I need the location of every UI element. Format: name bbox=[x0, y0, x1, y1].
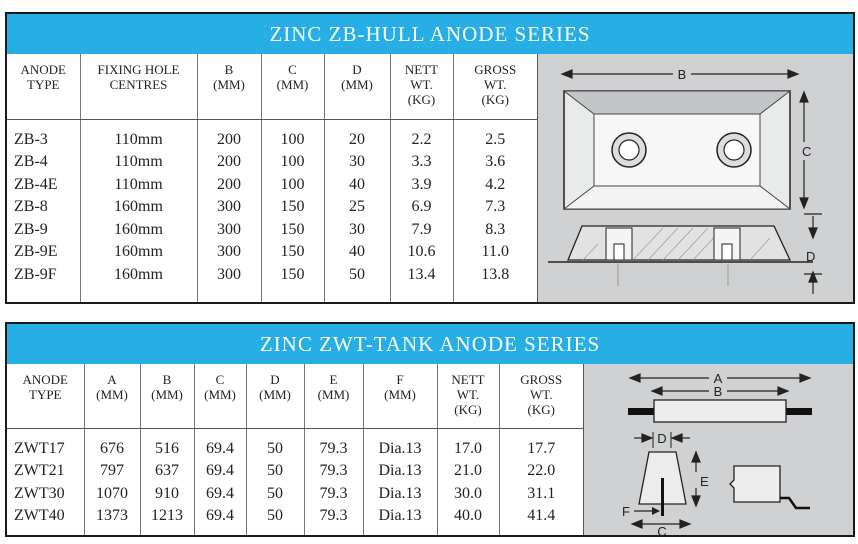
header-c: C (MM) bbox=[194, 364, 246, 428]
table-data-row bbox=[7, 428, 583, 535]
header-f: F (MM) bbox=[363, 364, 437, 428]
col-anode-type: ZWT17 ZWT21 ZWT30 ZWT40 bbox=[14, 439, 65, 524]
col-c: 69.4 69.4 69.4 69.4 bbox=[194, 428, 246, 535]
header-nett-wt: NETT WT. (KG) bbox=[437, 364, 499, 428]
col-gross-wt: 2.5 3.6 4.2 7.3 8.3 11.0 13.8 bbox=[453, 119, 537, 302]
header-d: D (MM) bbox=[324, 54, 390, 119]
tank-anode-section-view bbox=[639, 452, 686, 516]
tank-anode-strap-detail bbox=[730, 466, 810, 508]
col-e: 79.3 79.3 79.3 79.3 bbox=[304, 428, 363, 535]
dimension-c-label: C bbox=[657, 524, 667, 539]
dimension-b-label: B bbox=[713, 384, 723, 399]
table-data-row bbox=[7, 119, 537, 302]
hull-series-panel bbox=[5, 12, 855, 304]
table-header-row bbox=[7, 54, 537, 119]
header-d: D (MM) bbox=[246, 364, 304, 428]
col-d: 20 30 40 25 30 40 50 bbox=[324, 119, 390, 302]
dimension-b-label: B bbox=[677, 67, 687, 82]
header-gross-wt: GROSS WT. (KG) bbox=[453, 54, 537, 119]
tank-series-table bbox=[7, 364, 583, 535]
header-b: B (MM) bbox=[140, 364, 194, 428]
col-c: 100 100 100 150 150 150 150 bbox=[261, 119, 324, 302]
tank-anode-drawing bbox=[584, 364, 854, 539]
dimension-f-label: F bbox=[622, 504, 630, 519]
col-anode-type: ZB-3 ZB-4 ZB-4E ZB-8 ZB-9 ZB-9E ZB-9F bbox=[14, 130, 58, 283]
dimension-e-label: E bbox=[700, 474, 709, 489]
dimension-a-label: A bbox=[713, 371, 723, 386]
col-b: 200 200 200 300 300 300 300 bbox=[197, 119, 261, 302]
col-b: 516 637 910 1213 bbox=[140, 428, 194, 535]
header-a: A (MM) bbox=[84, 364, 140, 428]
dimension-d-label: D bbox=[806, 249, 816, 264]
table-header-row bbox=[7, 364, 583, 428]
hull-series-title: ZINC ZB-HULL ANODE SERIES bbox=[7, 14, 853, 54]
anode-plan-view bbox=[564, 91, 790, 209]
col-a: 676 797 1070 1373 bbox=[84, 428, 140, 535]
dimension-e bbox=[692, 452, 700, 506]
header-e: E (MM) bbox=[304, 364, 363, 428]
dimension-f-arrow bbox=[652, 507, 660, 515]
header-anode-type: ANODE TYPE bbox=[7, 364, 84, 428]
tank-series-title: ZINC ZWT-TANK ANODE SERIES bbox=[7, 324, 853, 364]
col-fixing-hole-centres: 110mm 110mm 110mm 160mm 160mm 160mm 160mm bbox=[80, 119, 197, 302]
dimension-c-label: C bbox=[802, 144, 812, 159]
hull-series-table bbox=[7, 54, 537, 302]
col-f: Dia.13 Dia.13 Dia.13 Dia.13 bbox=[363, 428, 437, 535]
col-nett-wt: 2.2 3.3 3.9 6.9 7.9 10.6 13.4 bbox=[390, 119, 453, 302]
header-gross-wt: GROSS WT. (KG) bbox=[499, 364, 583, 428]
header-fixing-hole-centres: FIXING HOLE CENTRES bbox=[80, 54, 197, 119]
tank-anode-side-view bbox=[628, 400, 812, 422]
hull-diagram bbox=[537, 54, 853, 302]
dimension-d-label: D bbox=[657, 431, 667, 446]
anode-section-view bbox=[548, 226, 816, 286]
header-anode-type: ANODE TYPE bbox=[7, 54, 80, 119]
header-b: B (MM) bbox=[197, 54, 261, 119]
hull-anode-drawing bbox=[538, 54, 854, 304]
header-nett-wt: NETT WT. (KG) bbox=[390, 54, 453, 119]
col-gross-wt: 17.7 22.0 31.1 41.4 bbox=[499, 428, 583, 535]
header-c: C (MM) bbox=[261, 54, 324, 119]
col-d: 50 50 50 50 bbox=[246, 428, 304, 535]
tank-diagram bbox=[583, 364, 853, 539]
col-nett-wt: 17.0 21.0 30.0 40.0 bbox=[437, 428, 499, 535]
tank-series-panel bbox=[5, 322, 855, 537]
